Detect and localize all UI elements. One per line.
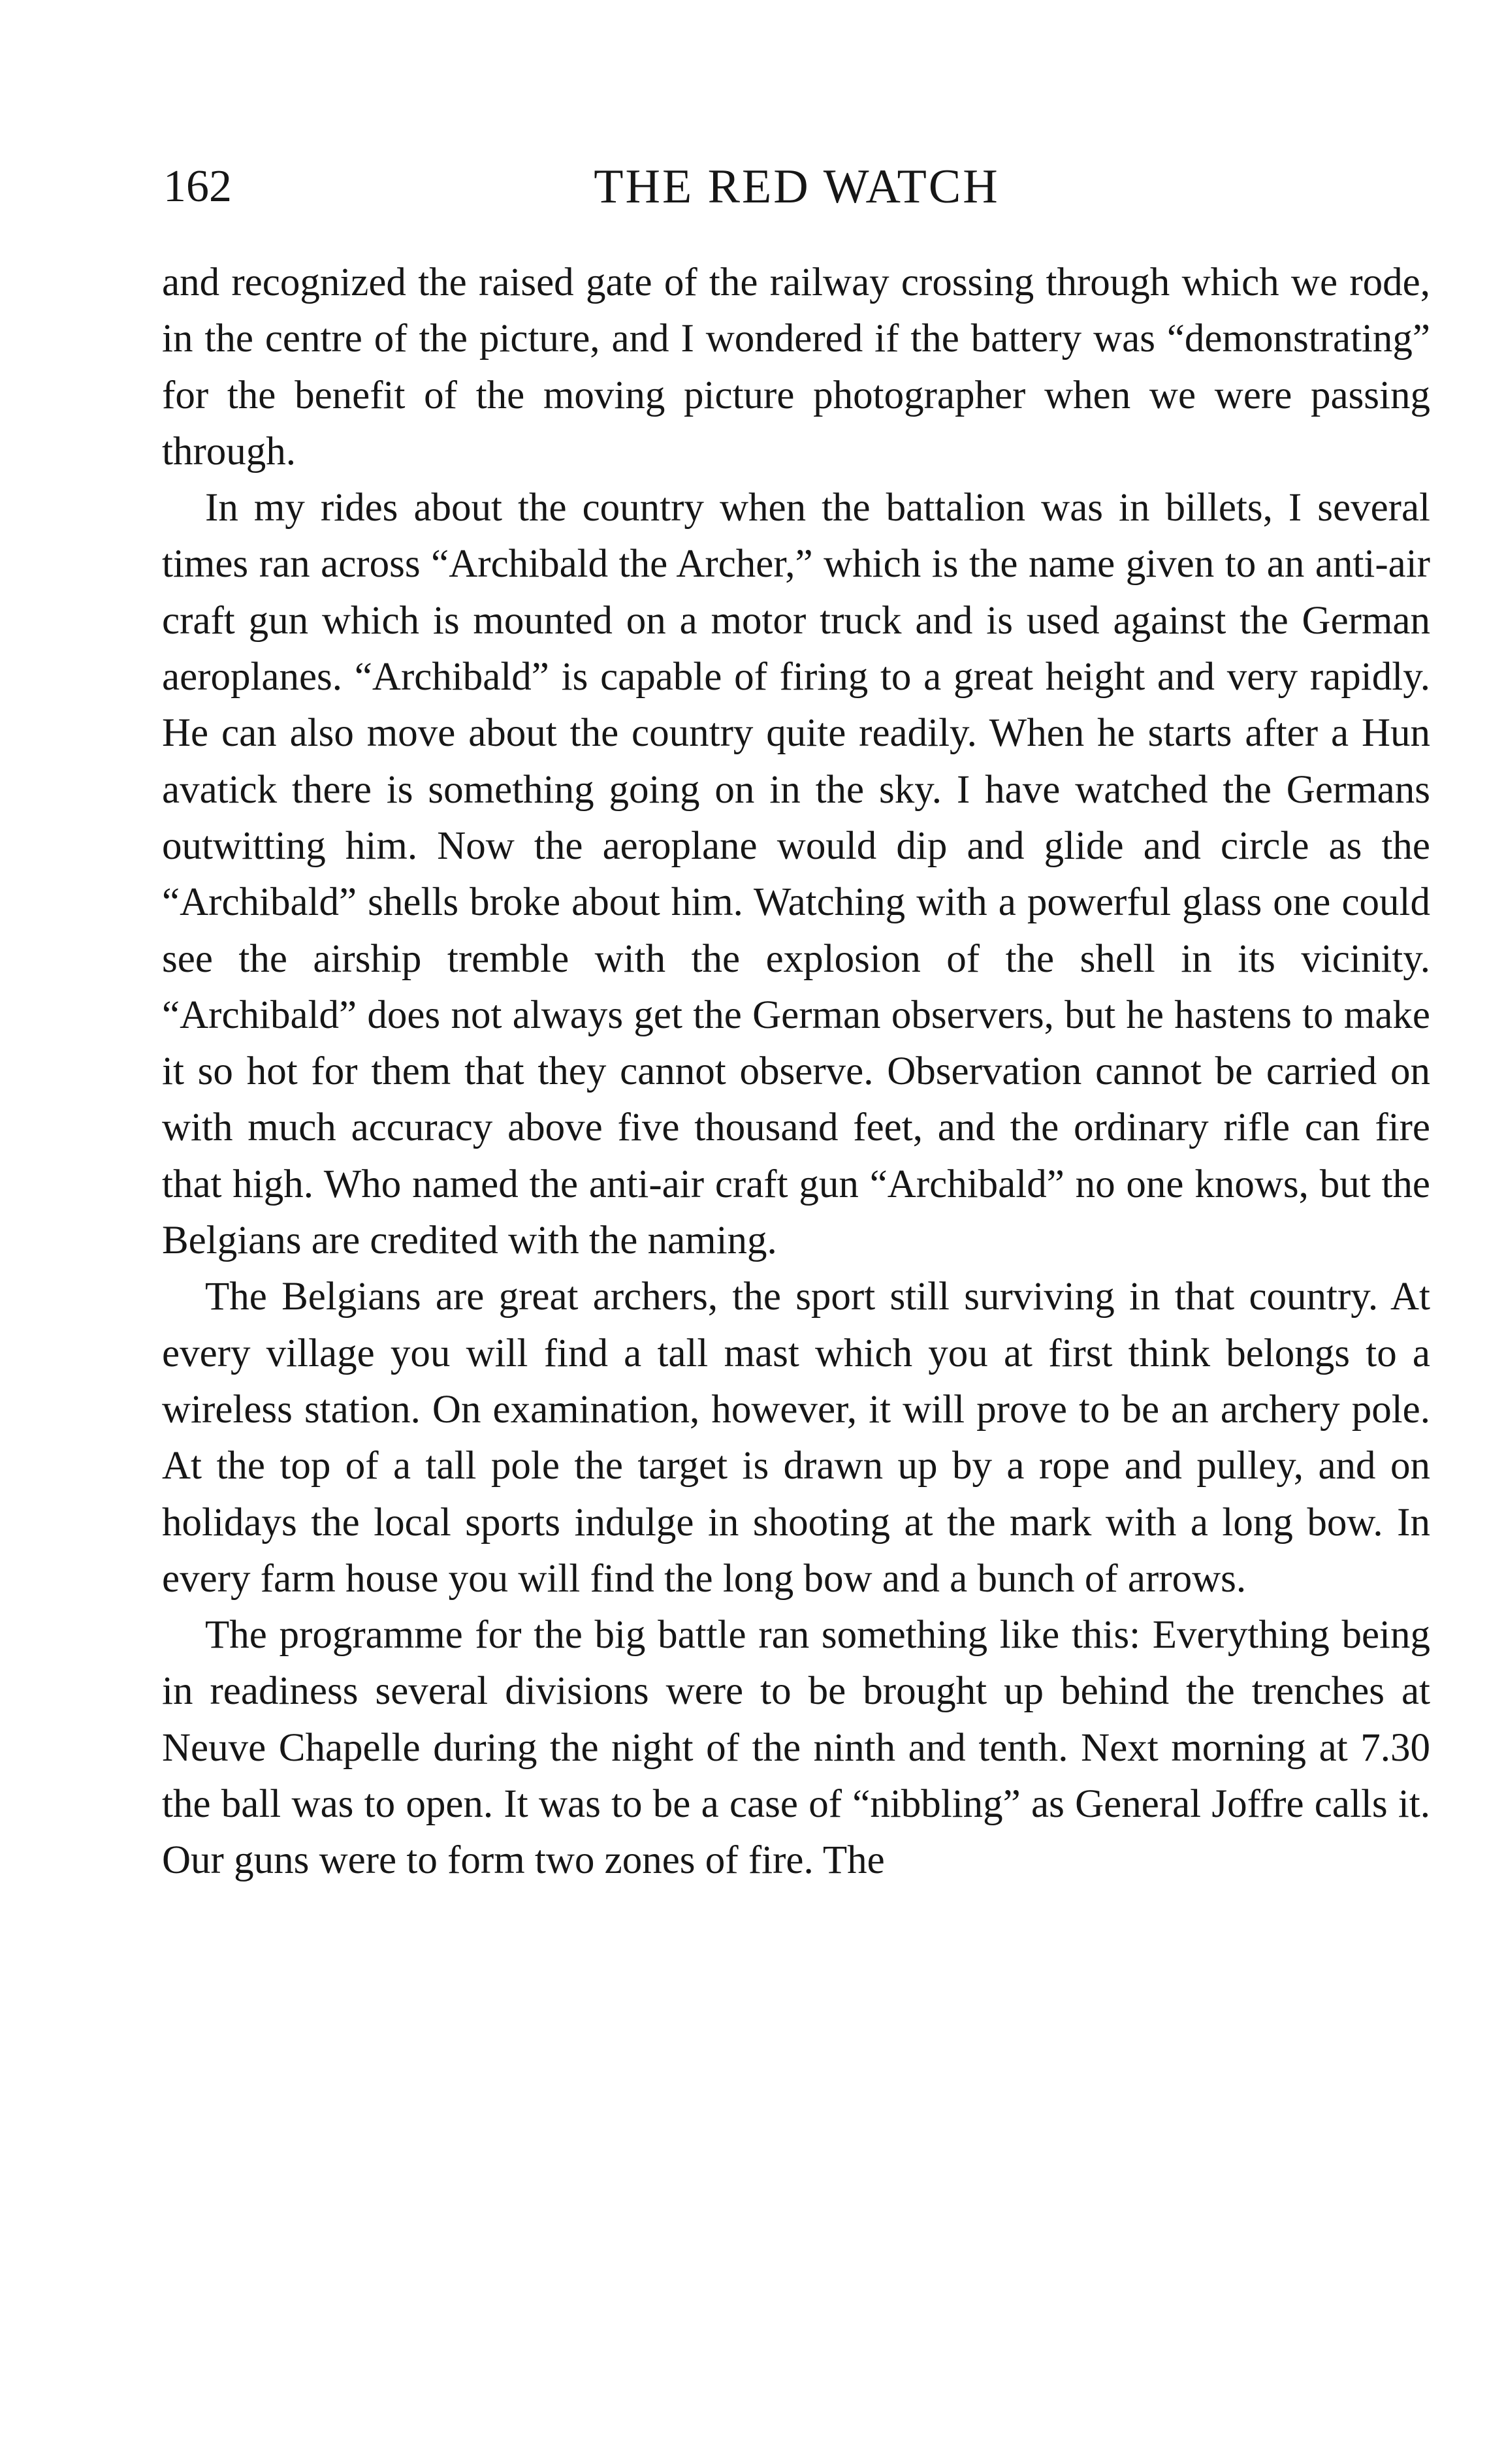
paragraph-belgian-archers: The Belgians are great archers, the sport still surviving in that country. At every village you will find a tall mast which you at first think belongs to a wireless station. On examination, however, it will prove to be an archery pole. At the top of a tall pole the target is drawn up by a rope and pulley, and on holidays the local sports indulge in shooting at the mark with a long bow. In every farm house you will find the long bow and a bunch of arrows. — [162, 1275, 1430, 1601]
running-title: THE RED WATCH — [594, 160, 1000, 214]
body-text — [162, 255, 1430, 1889]
running-head — [163, 154, 1430, 219]
paragraph-archibald: In my rides about the country when the battalion was in billets, I several times ran across “Archibald the Archer,” which is the name given to an anti-air craft gun which is mounted on a motor truck and is used against the German aeroplanes. “Archibald” is capable of firing to a great height and very rapidly. He can also move about the country quite readily. When he starts after a Hun avatick there is something going on in the sky. I have watched the Germans outwitting him. Now the aeroplane would dip and glide and circle as the “Archibald” shells broke about him. Watching with a powerful glass one could see the airship tremble with the explosion of the shell in its vicinity. “Archibald” does not always get the German observers, but he hastens to make it so hot for them that they cannot observe. Observation cannot be carried on with much accuracy above five thousand feet, and the ordinary rifle can fire that high. Who named the anti-air craft gun “Archibald” no one knows, but the Belgians are credited with the naming. — [162, 486, 1430, 1263]
paragraph-battle-programme: The programme for the big battle ran something like this: Everything being in readiness several divisions were to be brought up behind the trenches at Neuve Chapelle during the night of the ninth and tenth. Next morning at 7.30 the ball was to open. It was to be a case of “nibbling” as General Joffre calls it. Our guns were to form two zones of fire. The — [162, 1613, 1430, 1883]
page-number: 162 — [163, 161, 232, 212]
paragraph-continued: and recognized the raised gate of the railway crossing through which we rode, in the centre of the picture, and I wondered if the battery was “demonstrating” for the benefit of the moving picture photographer when we were passing through. — [162, 261, 1430, 473]
